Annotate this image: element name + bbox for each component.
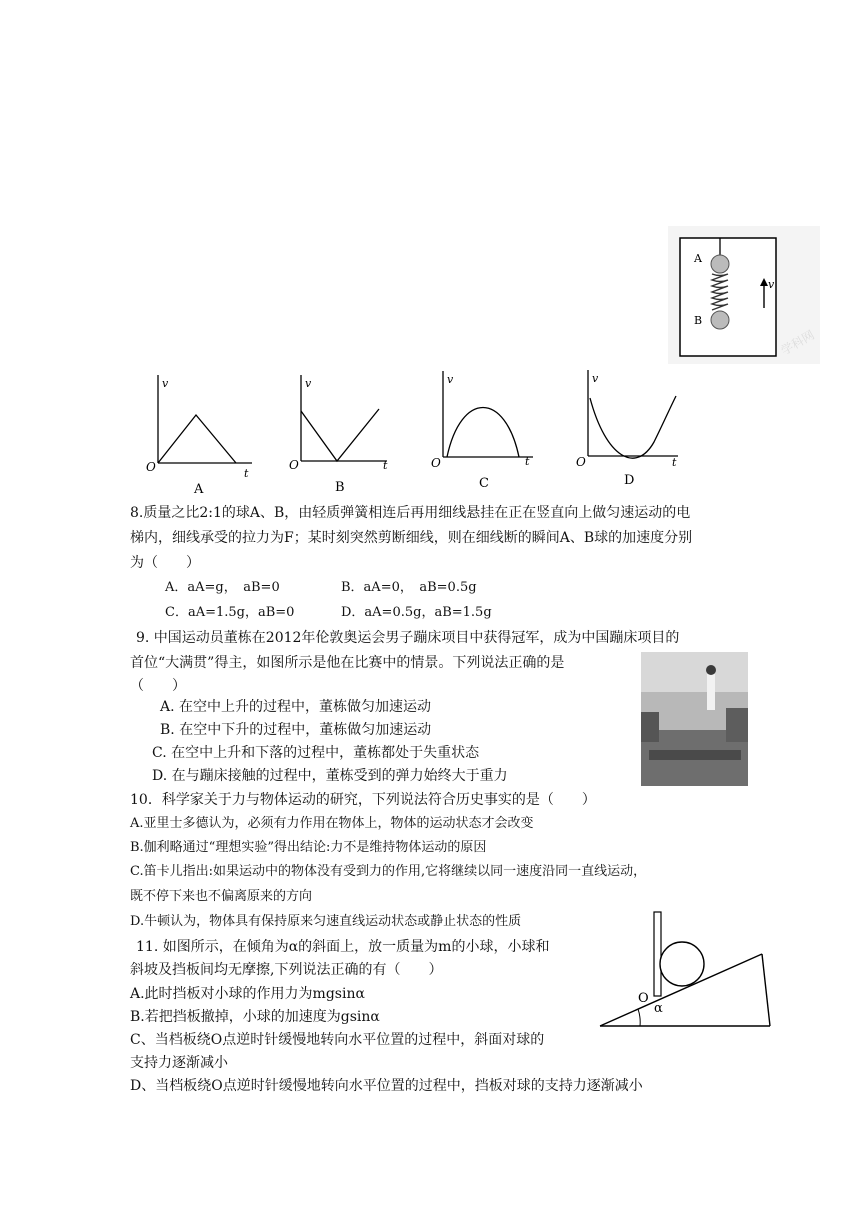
graph-b-axis-t: t: [383, 459, 388, 472]
graph-a-origin: O: [146, 460, 156, 474]
trampoline-photo: [641, 652, 748, 786]
graph-a-label: A: [194, 482, 204, 497]
q9-stem-line3: （ ）: [130, 678, 186, 694]
q8-option-a: A．aA=g， aB=0: [165, 580, 280, 595]
q10-option-c2: 既不停下来也不偏离原来的方向: [130, 889, 313, 904]
spring-elevator-figure: [668, 226, 820, 364]
q11-option-a: A.此时挡板对小球的作用力为mgsinα: [130, 986, 365, 1002]
graph-b-origin: O: [289, 458, 299, 472]
ball-b-label: B: [694, 314, 703, 327]
q8-option-b: B．aA=0， aB=0.5g: [341, 580, 477, 595]
q10-option-a: A.亚里士多德认为，必须有力作用在物体上，物体的运动状态才会改变: [130, 816, 534, 831]
incline-figure: [598, 908, 774, 1032]
q10-option-c1: C.笛卡儿指出:如果运动中的物体没有受到力的作用,它将继续以同一速度沿同一直线运动，: [130, 864, 647, 879]
q9-stem-line2: 首位“大满贯”得主，如图所示是他在比赛中的情景。下列说法正确的是: [130, 655, 565, 671]
graph-c-label: C: [479, 476, 489, 491]
q9-option-a: A. 在空中上升的过程中，董栋做匀加速运动: [160, 699, 432, 715]
q9-stem-line1: 9. 中国运动员董栋在2012年伦敦奥运会男子蹦床项目中获得冠军，成为中国蹦床项目的: [136, 630, 680, 646]
graph-c-axis-v: v: [447, 373, 454, 386]
graph-d: [572, 362, 692, 492]
graph-a-axis-v: v: [162, 377, 169, 390]
q11-option-c2: 支持力逐渐减小: [130, 1055, 228, 1071]
q10-option-d: D.牛顿认为，物体具有保持原来匀速直线运动状态或静止状态的性质: [130, 914, 522, 929]
graph-d-label: D: [624, 473, 635, 488]
q8-option-d: D．aA=0.5g，aB=1.5g: [341, 605, 492, 620]
q11-option-c1: C、当档板绕O点逆时针缓慢地转向水平位置的过程中，斜面对球的: [130, 1032, 545, 1048]
ball-a-label: A: [694, 252, 702, 265]
graph-a: [140, 365, 260, 500]
graph-b-label: B: [335, 480, 345, 495]
graph-c: [425, 363, 547, 498]
velocity-label: v: [768, 278, 775, 291]
graph-b: [283, 365, 403, 500]
q10-stem: 10．科学家关于力与物体运动的研究，下列说法符合历史事实的是（ ）: [130, 792, 596, 808]
graph-d-axis-t: t: [672, 456, 677, 469]
graph-c-origin: O: [431, 456, 441, 470]
q11-stem-line2: 斜坡及挡板间均无摩擦,下列说法正确的有（ ）: [130, 962, 443, 978]
q9-option-b: B. 在空中下升的过程中，董栋做匀加速运动: [160, 722, 432, 738]
graph-c-axis-t: t: [525, 455, 530, 468]
q10-option-b: B.伽利略通过“理想实验”得出结论:力不是维持物体运动的原因: [130, 840, 487, 855]
graph-b-axis-v: v: [305, 377, 312, 390]
graph-d-origin: O: [576, 455, 586, 469]
graph-a-axis-t: t: [244, 467, 249, 480]
q9-option-d: D. 在与蹦床接触的过程中，董栋受到的弹力始终大于重力: [152, 768, 508, 784]
q11-option-d: D、当档板绕O点逆时针缓慢地转向水平位置的过程中，挡板对球的支持力逐渐减小: [130, 1078, 643, 1094]
q11-option-b: B.若把挡板撤掉，小球的加速度为gsinα: [130, 1009, 380, 1025]
q9-option-c: C. 在空中上升和下落的过程中，董栋都处于失重状态: [152, 745, 480, 761]
svg-text:学科网: 学科网: [778, 327, 817, 358]
graph-d-axis-v: v: [592, 372, 599, 385]
q8-stem-line3: 为（ ）: [130, 555, 200, 571]
q8-option-c: C．aA=1.5g，aB=0: [165, 605, 295, 620]
q8-stem-line2: 梯内，细线承受的拉力为F；某时刻突然剪断细线，则在细线断的瞬间A、B球的加速度分别: [130, 530, 693, 546]
incline-label-o: O: [638, 991, 649, 1006]
incline-label-alpha: α: [654, 1001, 663, 1016]
q11-stem-line1: 11. 如图所示，在倾角为α的斜面上，放一质量为m的小球，小球和: [136, 939, 550, 955]
q8-stem-line1: 8.质量之比2:1的球A、B，由轻质弹簧相连后再用细线悬挂在正在竖直向上做匀速运动的电: [130, 505, 691, 521]
